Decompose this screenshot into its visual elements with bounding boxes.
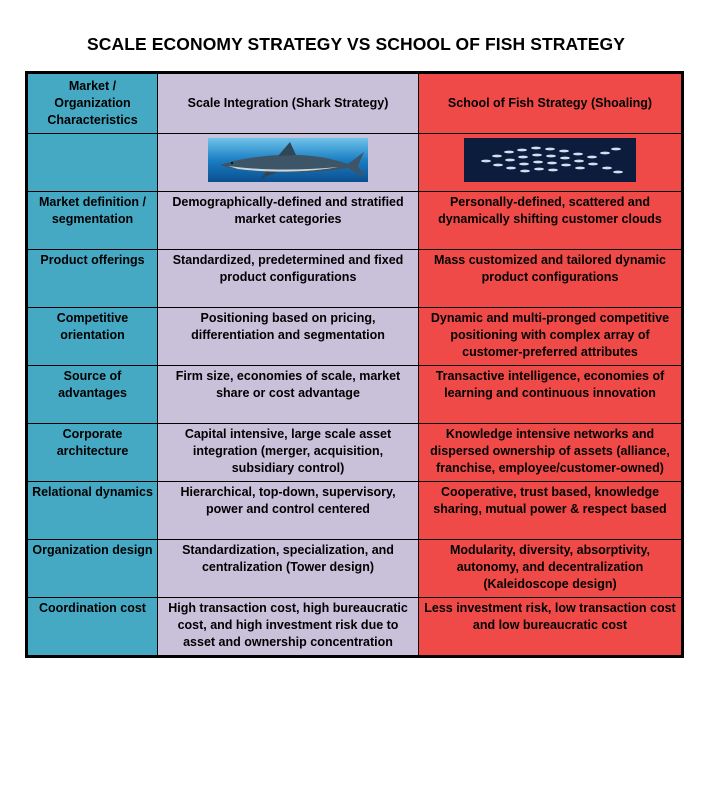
table-row [27,482,683,540]
row-label: Market definition / segmentation [27,192,158,250]
shark-cell: Hierarchical, top-down, supervisory, power and control centered [158,482,419,540]
shark-cell: High transaction cost, high bureaucratic cost, and high investment risk due to asset and ownership concentration [158,598,419,657]
row-label: Competitive orientation [27,308,158,366]
table-row [27,424,683,482]
fish-image-cell [419,134,683,192]
table-row [27,250,683,308]
table-row [27,540,683,598]
header-fish-strategy: School of Fish Strategy (Shoaling) [419,73,683,134]
shark-photo-icon [208,138,368,182]
shark-cell: Firm size, economies of scale, market share or cost advantage [158,366,419,424]
header-label: Market / Organization Characteristics [27,73,158,134]
row-label: Organization design [27,540,158,598]
shark-cell: Standardized, predetermined and fixed product configurations [158,250,419,308]
fish-cell: Less investment risk, low transaction cost and low bureaucratic cost [419,598,683,657]
fish-cell: Cooperative, trust based, knowledge sharing, mutual power & respect based [419,482,683,540]
shark-cell: Positioning based on pricing, differentiation and segmentation [158,308,419,366]
image-row-label [27,134,158,192]
image-row [27,134,683,192]
fish-cell: Knowledge intensive networks and dispersed ownership of assets (alliance, franchise, employee/customer-owned) [419,424,683,482]
shark-cell: Demographically-defined and stratified market categories [158,192,419,250]
fish-cell: Mass customized and tailored dynamic product configurations [419,250,683,308]
shark-cell: Capital intensive, large scale asset integration (merger, acquisition, subsidiary control) [158,424,419,482]
fish-cell: Dynamic and multi-pronged competitive positioning with complex array of customer-preferred attributes [419,308,683,366]
shark-image-cell [158,134,419,192]
table-row [27,366,683,424]
row-label: Relational dynamics [27,482,158,540]
page-title: SCALE ECONOMY STRATEGY VS SCHOOL OF FISH STRATEGY [86,34,626,54]
row-label: Corporate architecture [27,424,158,482]
row-label: Product offerings [27,250,158,308]
fish-school-photo-icon [464,138,636,182]
header-shark-strategy: Scale Integration (Shark Strategy) [158,73,419,134]
comparison-table [25,71,684,658]
shark-cell: Standardization, specialization, and centralization (Tower design) [158,540,419,598]
row-label: Coordination cost [27,598,158,657]
table-row [27,598,683,657]
fish-cell: Modularity, diversity, absorptivity, autonomy, and decentralization (Kaleidoscope design) [419,540,683,598]
table-row [27,192,683,250]
row-label: Source of advantages [27,366,158,424]
fish-cell: Personally-defined, scattered and dynamically shifting customer clouds [419,192,683,250]
header-row [27,73,683,134]
table-row [27,308,683,366]
fish-cell: Transactive intelligence, economies of learning and continuous innovation [419,366,683,424]
